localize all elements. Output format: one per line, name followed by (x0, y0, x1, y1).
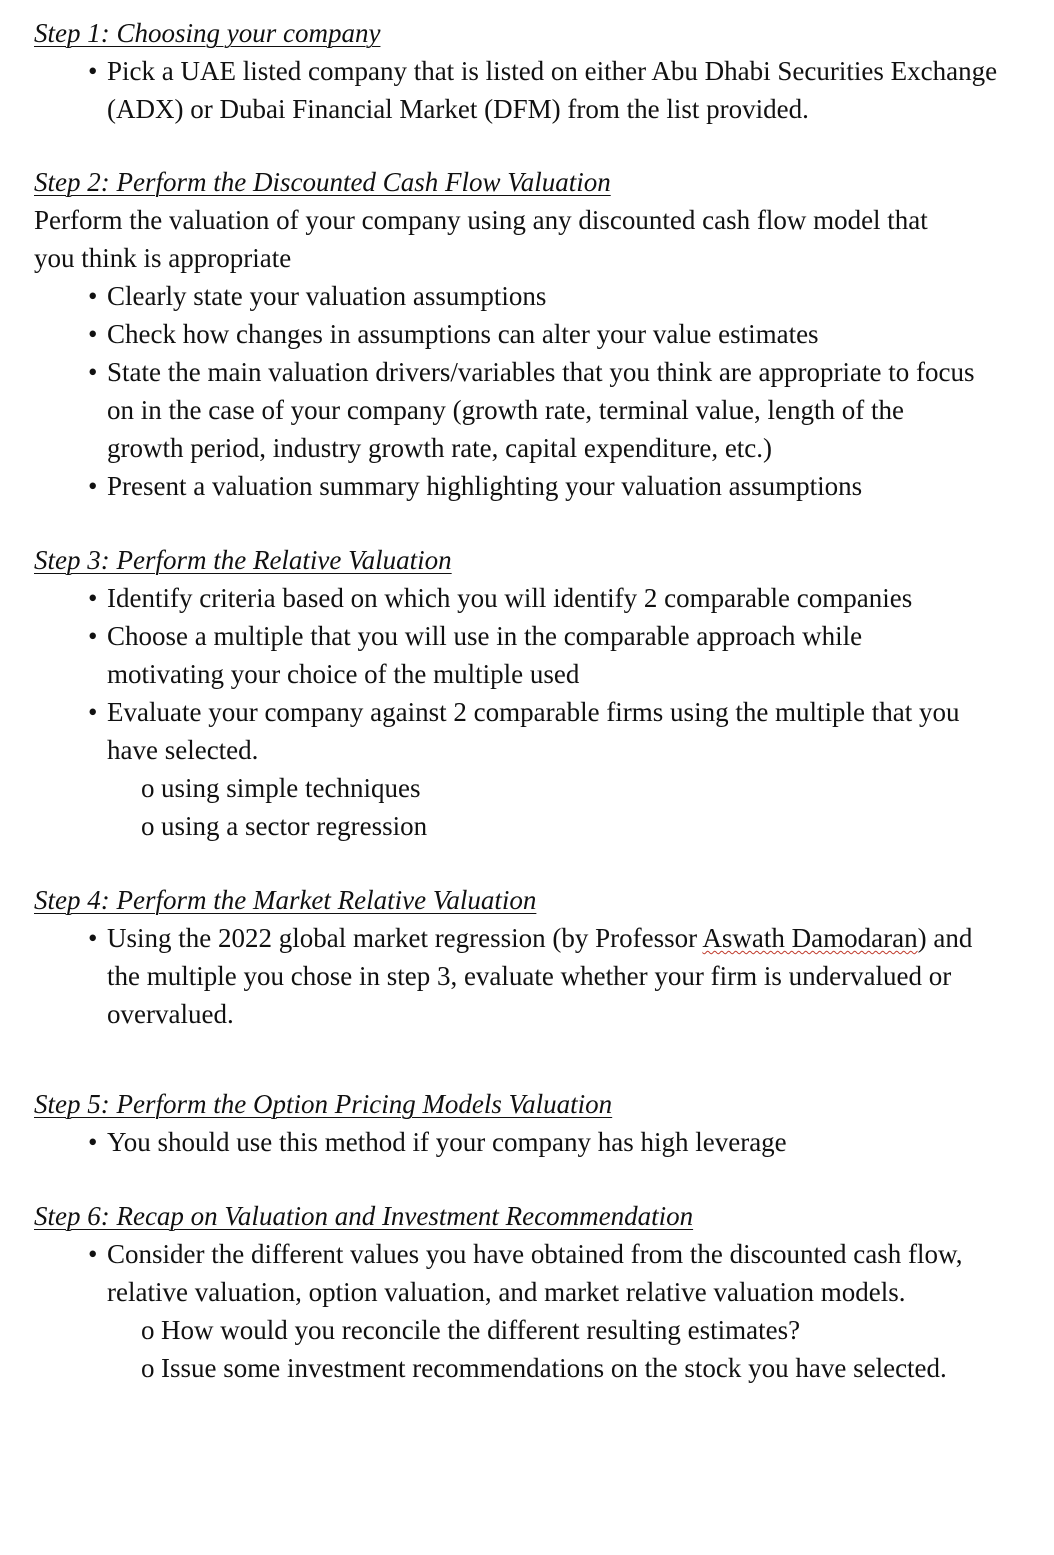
step-5-heading: Step 5: Perform the Option Pricing Models Valuation (34, 1089, 613, 1119)
step-2-intro: Perform the valuation of your company using any discounted cash flow model that you think is appropriate (34, 205, 928, 273)
circle-bullet-icon: o (141, 773, 155, 803)
step-3-subbullets (34, 769, 1024, 845)
circle-bullet-icon: o (141, 811, 155, 841)
step-4-section (34, 881, 1024, 1033)
step-1-heading: Step 1: Choosing your company (34, 18, 381, 48)
step-1-section (34, 14, 1024, 128)
list-item: • Check how changes in assumptions can alter your value estimates (34, 315, 1024, 353)
list-item: • You should use this method if your company has high leverage (34, 1123, 1024, 1161)
step-5-bullets (34, 1123, 1024, 1161)
list-item: • State the main valuation drivers/variables that you think are appropriate to focus on in the case of your company (growth rate, terminal value, length of the growth period, industry growth rate, capital expenditure, etc.) (34, 353, 977, 467)
bullet-icon: • (88, 923, 98, 953)
step-3-bullets (34, 579, 1024, 769)
step-2-section (34, 163, 1024, 505)
list-item: • Using the 2022 global market regression (by Professor Aswath Damodaran) and the multiple you chose in step 3, evaluate whether your firm is undervalued or overvalued. (34, 919, 1007, 1033)
misspelled-name: Aswath Damodaran (702, 923, 918, 953)
step-6-bullets (34, 1235, 1024, 1311)
step-4-bullets (34, 919, 1024, 1033)
step-3-section (34, 541, 1024, 845)
bullet-icon: • (88, 1239, 98, 1269)
list-item: • Choose a multiple that you will use in the comparable approach while motivating your choice of the multiple used (34, 617, 927, 693)
bullet-icon: • (88, 621, 98, 651)
step-6-subbullets (34, 1311, 1024, 1387)
list-item: • Clearly state your valuation assumptions (34, 277, 1024, 315)
bullet-icon: • (88, 583, 98, 613)
list-item: • Identify criteria based on which you will identify 2 comparable companies (34, 579, 1024, 617)
list-item: • Present a valuation summary highlighting your valuation assumptions (34, 467, 1024, 505)
circle-bullet-icon: o (141, 1353, 155, 1383)
bullet-icon: • (88, 697, 98, 727)
step-3-heading: Step 3: Perform the Relative Valuation (34, 545, 452, 575)
step-2-bullets (34, 277, 1024, 505)
step-2-heading: Step 2: Perform the Discounted Cash Flow Valuation (34, 167, 611, 197)
circle-bullet-icon: o (141, 1315, 155, 1345)
bullet-icon: • (88, 357, 98, 387)
step-5-section (34, 1085, 1024, 1161)
bullet-icon: • (88, 1127, 98, 1157)
document-page (34, 14, 1024, 1387)
list-item: o Issue some investment recommendations on the stock you have selected. (34, 1349, 961, 1387)
list-item: • Evaluate your company against 2 comparable firms using the multiple that you have selected. (34, 693, 987, 769)
list-item: • Consider the different values you have obtained from the discounted cash flow, relative valuation, option valuation, and market relative valuation models. (34, 1235, 987, 1311)
list-item: • Pick a UAE listed company that is listed on either Abu Dhabi Securities Exchange (ADX) or Dubai Financial Market (DFM) from the list provided. (34, 52, 1024, 128)
list-item: o using a sector regression (34, 807, 1024, 845)
list-item: o using simple techniques (34, 769, 1024, 807)
step-4-heading: Step 4: Perform the Market Relative Valuation (34, 885, 537, 915)
bullet-icon: • (88, 471, 98, 501)
bullet-icon: • (88, 281, 98, 311)
step-1-bullets (34, 52, 1024, 128)
bullet-icon: • (88, 319, 98, 349)
step-6-section (34, 1197, 1024, 1387)
bullet-icon: • (88, 56, 98, 86)
list-item: o How would you reconcile the different resulting estimates? (34, 1311, 1024, 1349)
step-6-heading: Step 6: Recap on Valuation and Investment Recommendation (34, 1201, 694, 1231)
